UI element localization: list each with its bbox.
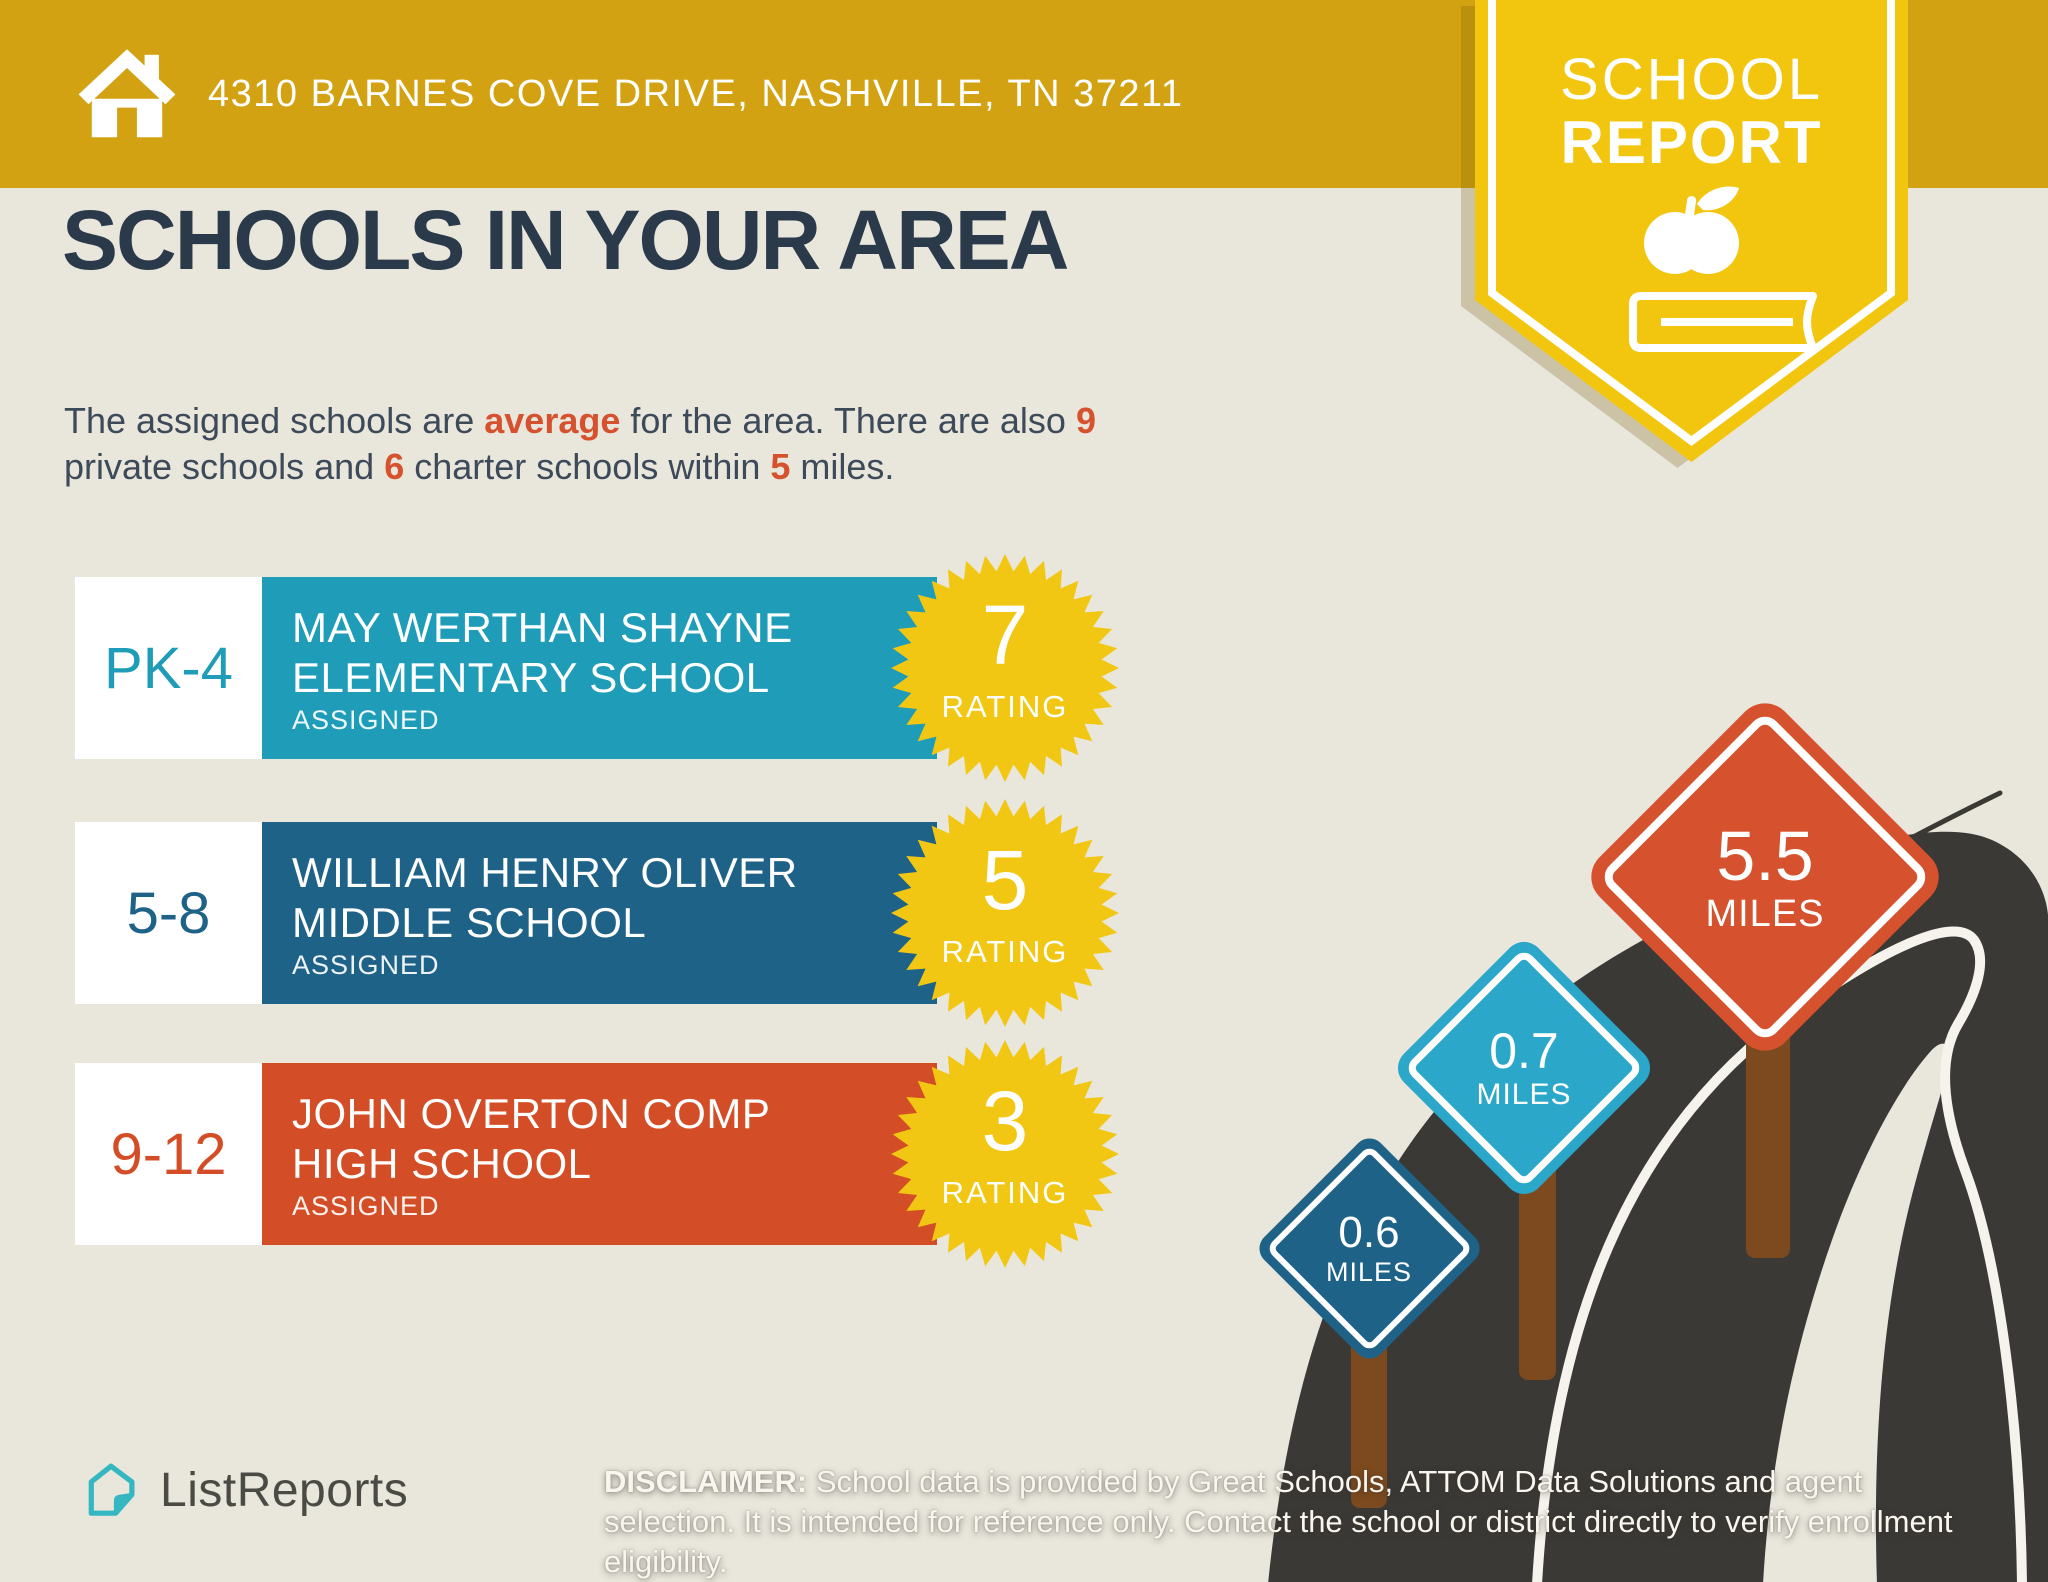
rating-value: 3 [981, 1074, 1029, 1168]
distance-value: 0.7 [1489, 1023, 1559, 1079]
listreports-logo-text: ListReports [160, 1463, 409, 1517]
rating-badge [890, 798, 1120, 1028]
school-status: ASSIGNED [292, 1191, 440, 1221]
rating-value: 5 [981, 833, 1029, 927]
rating-badge [890, 553, 1120, 783]
rating-value: 7 [981, 588, 1029, 682]
school-name: WILLIAM HENRY OLIVER MIDDLE SCHOOL [292, 849, 798, 946]
school-name: MAY WERTHAN SHAYNE ELEMENTARY SCHOOL [292, 604, 793, 701]
school-status: ASSIGNED [292, 705, 440, 735]
rating-label: RATING [941, 1175, 1069, 1210]
grade-range: 9-12 [110, 1121, 227, 1187]
distance-unit: MILES [1476, 1078, 1572, 1111]
grade-range: PK-4 [104, 635, 233, 701]
property-address: 4310 BARNES COVE DRIVE, NASHVILLE, TN 37211 [208, 72, 1184, 115]
school-report-badge [1475, 0, 1908, 470]
disclaimer-text: DISCLAIMER: School data is provided by Great Schools, ATTOM Data Solutions and agent selection. It is intended for reference only. Contact the school or district directly to verify enrollment eligibility. [604, 1464, 1953, 1579]
rating-label: RATING [941, 689, 1069, 724]
badge-title-line2: REPORT [1560, 109, 1823, 176]
distance-unit: MILES [1705, 892, 1825, 935]
distance-value: 0.6 [1338, 1207, 1400, 1257]
badge-title-line1: SCHOOL [1560, 47, 1823, 112]
school-name: JOHN OVERTON COMP HIGH SCHOOL [292, 1090, 771, 1187]
grade-range: 5-8 [126, 880, 211, 946]
rating-badge [890, 1039, 1120, 1269]
distance-value: 5.5 [1716, 816, 1814, 895]
distance-unit: MILES [1325, 1256, 1413, 1287]
rating-label: RATING [941, 934, 1069, 969]
distance-sign-0-6-miles [1252, 1131, 1486, 1365]
intro-text: The assigned schools are average for the area. There are also 9 private schools and 6 charter schools within 5 miles. [64, 400, 1096, 487]
listreports-house-icon [82, 1458, 140, 1522]
listreports-logo [82, 1458, 408, 1522]
school-status: ASSIGNED [292, 950, 440, 980]
sign-post [1746, 1030, 1790, 1258]
page-title: SCHOOLS IN YOUR AREA [62, 193, 1068, 287]
